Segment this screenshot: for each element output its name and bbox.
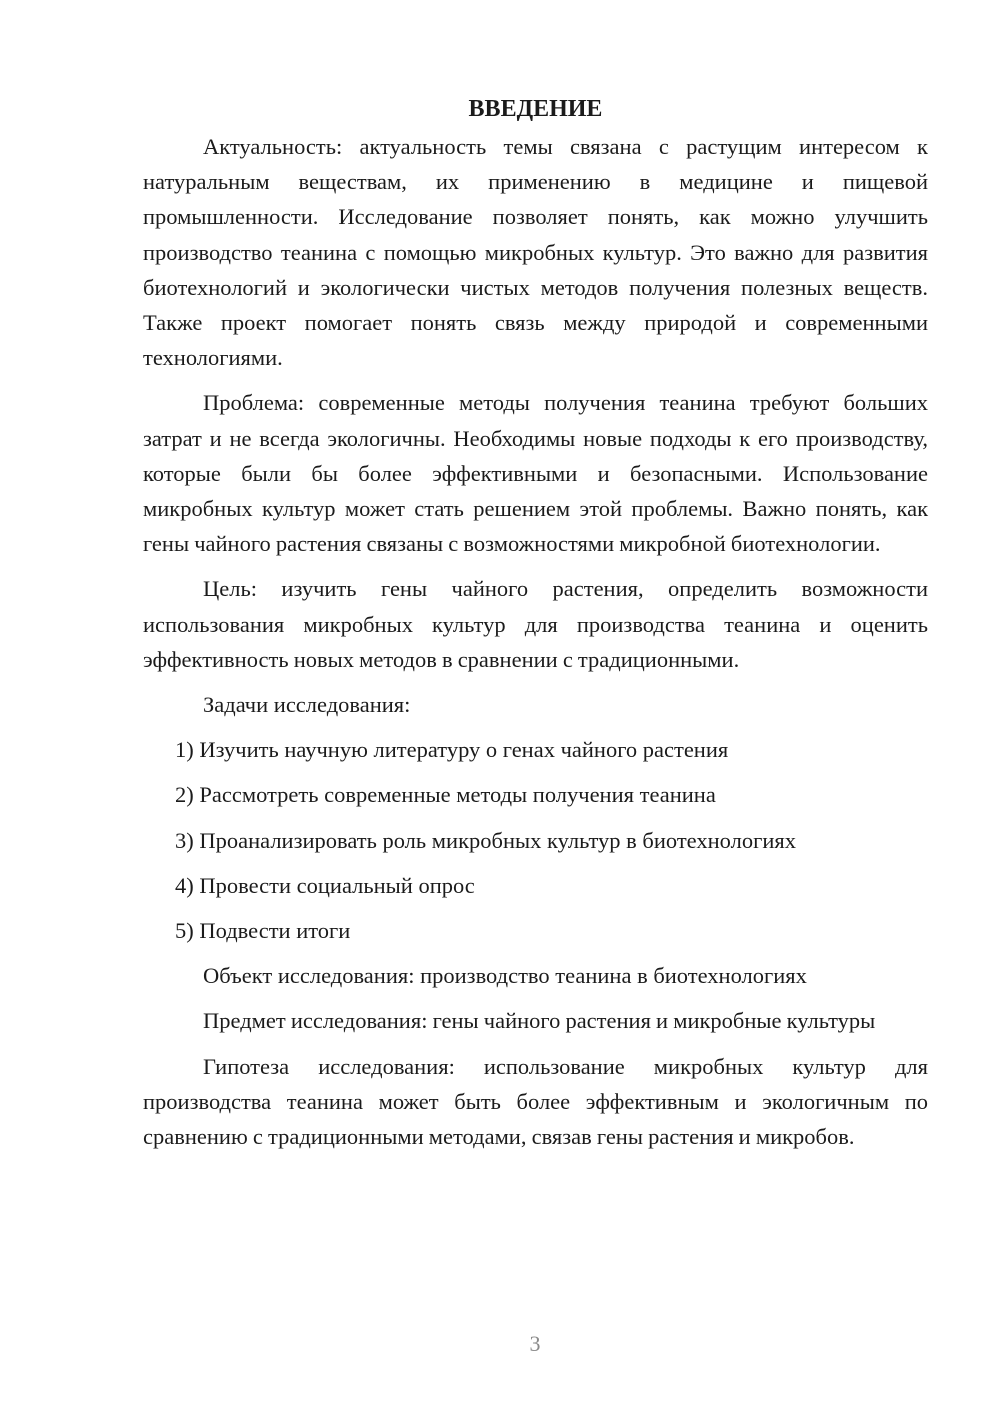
list-item: 1) Изучить научную литературу о генах чайного растения [175, 737, 729, 763]
page-title: ВВЕДЕНИЕ [468, 96, 603, 122]
tasks-list [143, 732, 928, 948]
list-item: 3) Проанализировать роль микробных культур в биотехнологиях [175, 827, 796, 853]
page-content [143, 92, 928, 1164]
paragraph-problem: Проблема: современные методы получения теанина требуют больших затрат и не всегда экологичны. Необходимы новые подходы к его производству, которые были бы более эффективными и безопасными. Использование микробных культур может стать решением этой проблемы. Важно понять, как гены чайного растения связаны с возможностями микробной биотехнологии. [143, 390, 928, 557]
paragraph-hypothesis: Гипотеза исследования: использование микробных культур для производства теанина может быть более эффективным и экологичным по сравнению с традиционными методами, связав гены растения и микробов. [143, 1053, 928, 1150]
paragraph-relevance: Актуальность: актуальность темы связана с растущим интересом к натуральным веществам, их применению в медицине и пищевой промышленности. Исследование позволяет понять, как можно улучшить производство теанина с помощью микробных культур. Это важно для развития биотехнологий и экологически чистых методов получения полезных веществ. Также проект помогает понять связь между природой и современными технологиями. [143, 134, 928, 371]
paragraph-subject: Предмет исследования: гены чайного растения и микробные культуры [203, 1008, 876, 1034]
paragraph-object: Объект исследования: производство теанина в биотехнологиях [203, 963, 807, 989]
list-item: 2) Рассмотреть современные методы получения теанина [175, 782, 716, 808]
list-item: 5) Подвести итоги [175, 918, 351, 944]
list-item: 4) Провести социальный опрос [175, 872, 475, 898]
page-number: 3 [529, 1331, 541, 1356]
tasks-heading: Задачи исследования: [203, 692, 411, 718]
paragraph-goal: Цель: изучить гены чайного растения, определить возможности использования микробных культур для производства теанина и оценить эффективность новых методов в сравнении с традиционными. [143, 576, 928, 672]
